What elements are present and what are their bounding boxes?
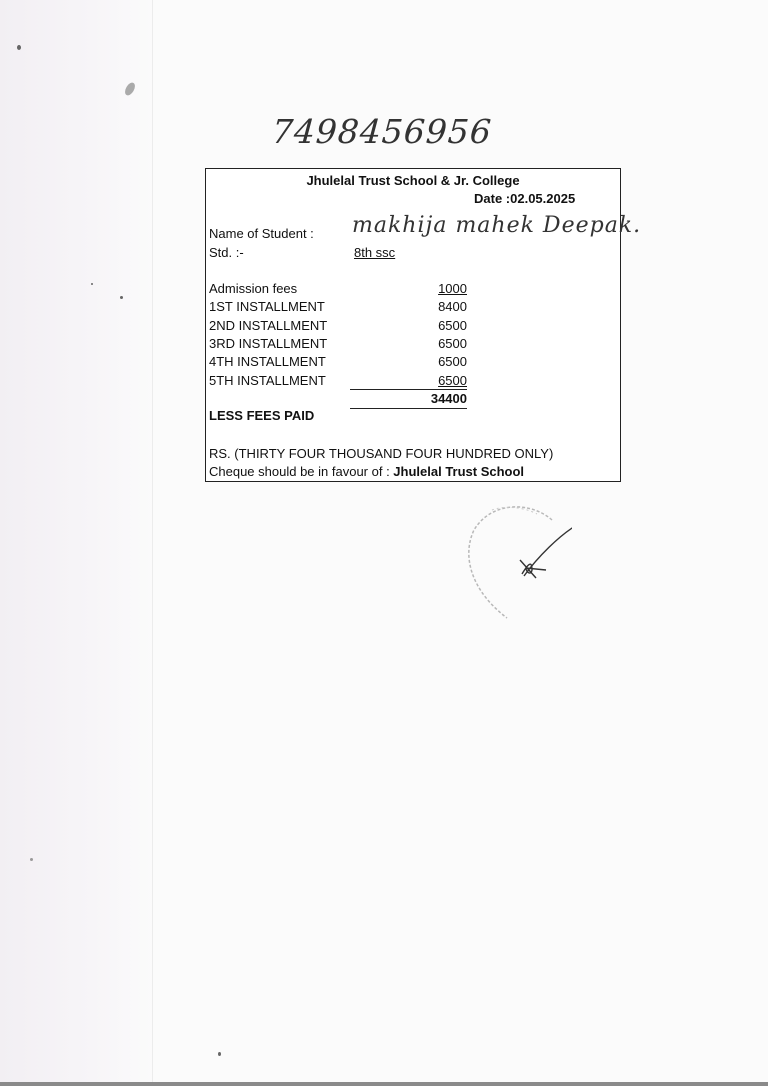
total-amount: 34400 (430, 391, 467, 406)
fee-row-label: 3RD INSTALLMENT (209, 336, 328, 351)
handwritten-phone-number: 7498456956 (270, 112, 494, 151)
scan-speck (30, 858, 33, 861)
std-value: 8th ssc (354, 245, 396, 260)
fee-row-label: Admission fees (209, 281, 298, 296)
less-fees-paid-label: LESS FEES PAID (209, 408, 315, 423)
fold-line (152, 0, 153, 1086)
student-name-label: Name of Student : (209, 226, 314, 241)
fee-row-label: 5TH INSTALLMENT (209, 373, 326, 388)
fee-row-amount: 6500 (438, 318, 467, 333)
student-name-value: makhija mahek Deepak. (352, 213, 642, 238)
fee-row-amount: 1000 (438, 281, 467, 296)
receipt-date: Date :02.05.2025 (474, 191, 576, 206)
scan-speck (218, 1052, 221, 1056)
bottom-edge (0, 1082, 768, 1086)
fee-receipt (205, 168, 642, 482)
fee-row-amount: 6500 (438, 354, 467, 369)
fee-row-amount: 6500 (438, 373, 467, 388)
cheque-note (209, 463, 524, 481)
scan-speck (91, 283, 93, 285)
scan-shadow (0, 0, 155, 1086)
total-rule-bottom (350, 408, 467, 409)
school-stamp-with-signature (462, 500, 572, 620)
fee-row-amount: 8400 (438, 299, 467, 314)
std-label: Std. :- (209, 245, 244, 260)
fee-row-label: 4TH INSTALLMENT (209, 354, 326, 369)
fee-row-amount: 6500 (438, 336, 467, 351)
cheque-payee: Jhulelal Trust School (393, 464, 525, 479)
scan-speck (120, 296, 123, 299)
fee-row-label: 1ST INSTALLMENT (209, 299, 325, 314)
school-title: Jhulelal Trust School & Jr. College (306, 173, 520, 188)
cheque-prefix: Cheque should be in favour of : (209, 464, 394, 479)
fee-row-label: 2ND INSTALLMENT (209, 318, 328, 333)
amount-in-words: RS. (THIRTY FOUR THOUSAND FOUR HUNDRED ONLY) (209, 446, 554, 461)
scan-speck (17, 45, 21, 50)
